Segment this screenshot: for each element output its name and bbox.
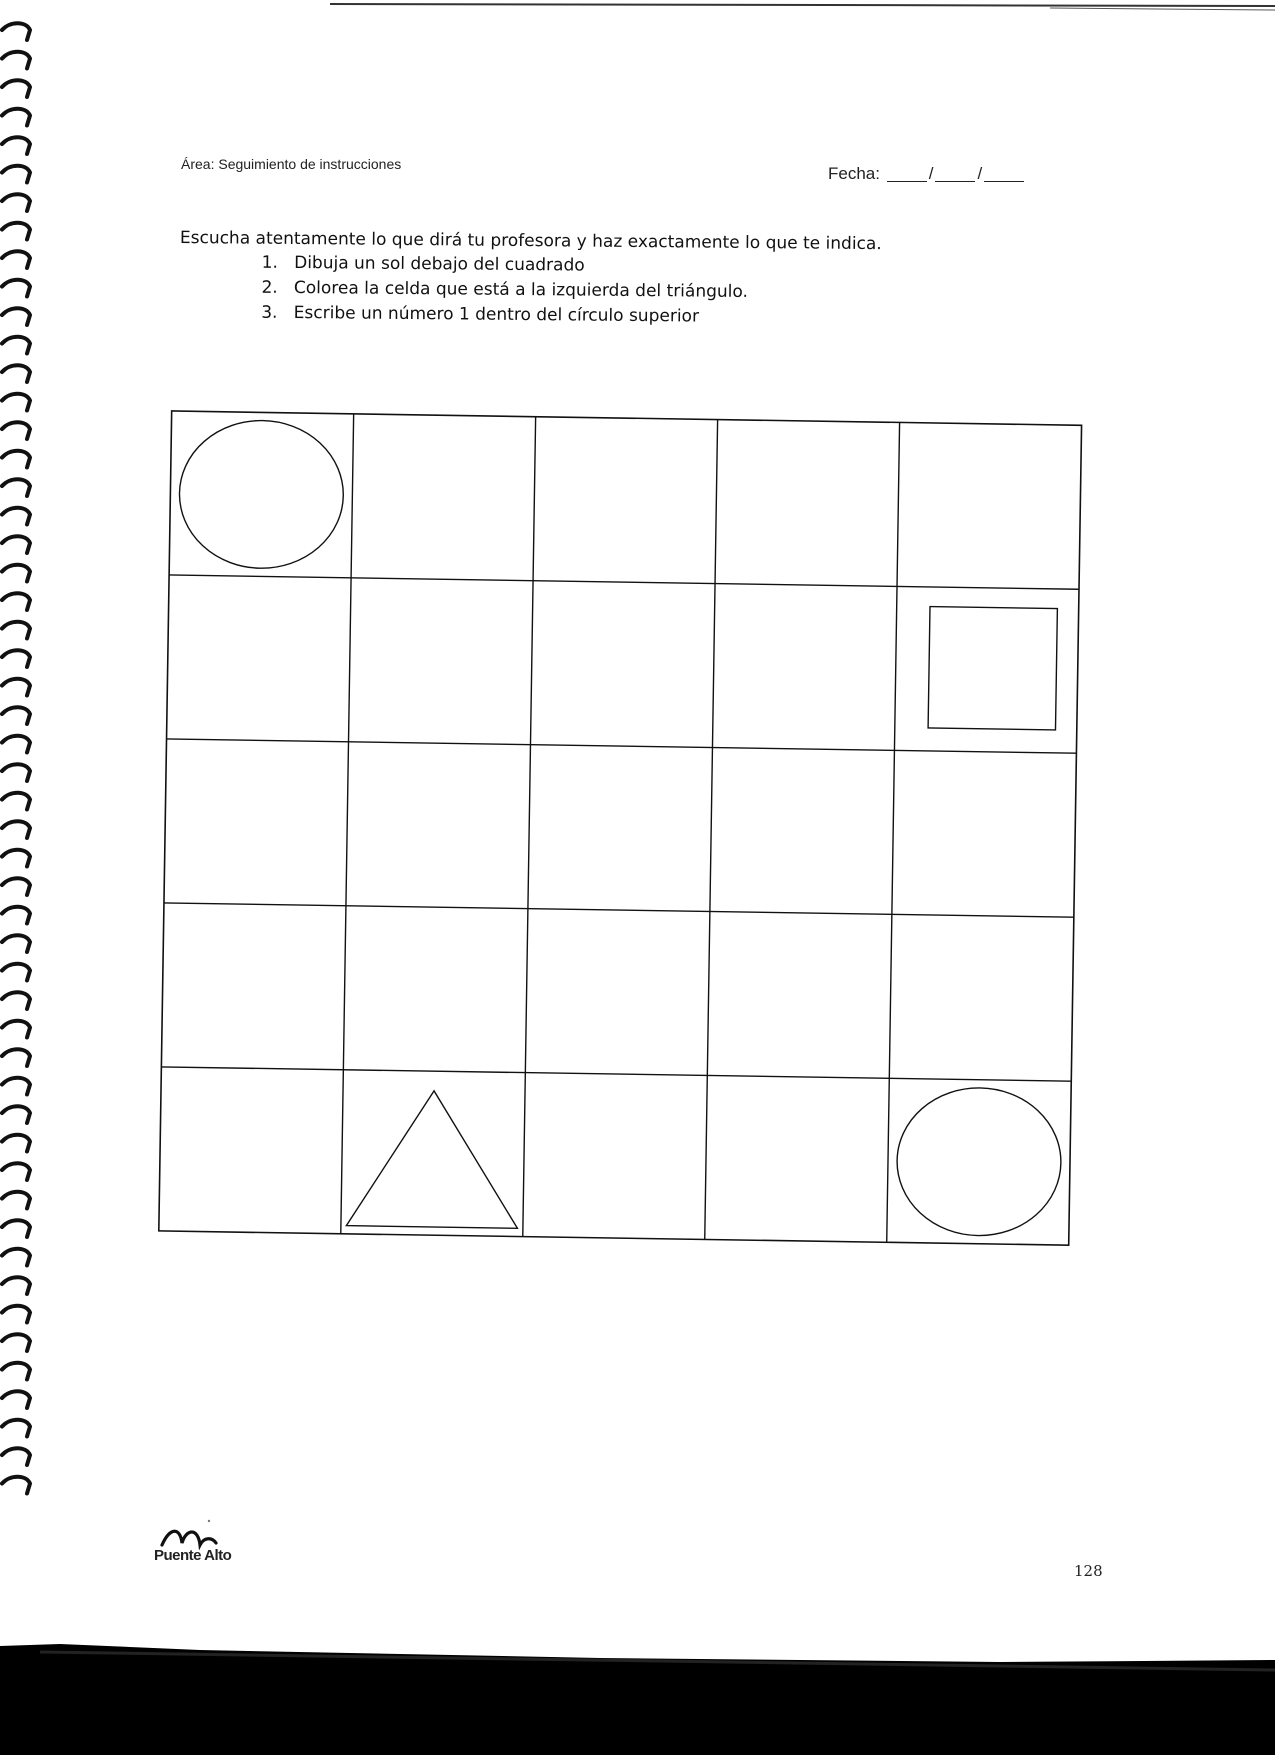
spiral-loop: [2, 536, 30, 553]
spiral-loop: [2, 52, 30, 69]
grid-cell[interactable]: [164, 739, 349, 906]
area-label: Área: Seguimiento de instrucciones: [181, 156, 402, 172]
spiral-loop: [2, 451, 30, 468]
spiral-loop: [2, 109, 30, 126]
instruction-text: Dibuja un sol debajo del cuadrado: [294, 252, 585, 276]
date-separator: /: [977, 164, 983, 183]
spiral-loop: [2, 964, 30, 981]
page-number: 128: [1074, 1562, 1103, 1580]
date-label: Fecha:: [828, 164, 880, 183]
grid-cell[interactable]: [712, 584, 897, 751]
instruction-text: Escribe un número 1 dentro del círculo superior: [293, 302, 700, 327]
spiral-loop: [2, 736, 30, 753]
date-year-blank[interactable]: [984, 180, 1024, 182]
page-top-edge: [330, 0, 1275, 12]
spiral-loop: [2, 1021, 30, 1038]
spiral-loop: [2, 280, 30, 297]
spiral-loops: [2, 23, 30, 1493]
spiral-loop: [2, 1391, 30, 1408]
grid-cell[interactable]: [343, 906, 528, 1073]
grid-cell[interactable]: [167, 575, 352, 742]
grid-cell[interactable]: [523, 1073, 708, 1240]
spiral-loop: [2, 166, 30, 183]
grid-cell[interactable]: [887, 1078, 1072, 1245]
instructions-block: [179, 228, 1080, 335]
worksheet-grid: [140, 410, 1090, 1270]
spiral-loop: [2, 1192, 30, 1209]
date-separator: /: [928, 164, 934, 183]
grid-cell[interactable]: [889, 914, 1074, 1081]
grid-cell[interactable]: [892, 750, 1077, 917]
grid-cell[interactable]: [351, 414, 536, 581]
spiral-loop: [2, 1277, 30, 1294]
spiral-loop: [2, 821, 30, 838]
date-day-blank[interactable]: [887, 180, 927, 182]
grid-cell[interactable]: [346, 742, 531, 909]
grid-cell[interactable]: [705, 1075, 890, 1242]
spiral-loop: [2, 1306, 30, 1323]
spiral-loop: [2, 1448, 30, 1465]
spiral-loop: [2, 80, 30, 97]
instruction-number: 2.: [261, 277, 278, 298]
spiral-loop: [2, 479, 30, 496]
spiral-loop: [2, 1363, 30, 1380]
grid-cell[interactable]: [525, 909, 710, 1076]
grid-cell[interactable]: [715, 420, 900, 587]
logo-text: Puente Alto: [154, 1547, 232, 1564]
date-month-blank[interactable]: [935, 180, 975, 182]
spiral-loop: [2, 223, 30, 240]
spiral-loop: [2, 907, 30, 924]
scan-bottom-band: [0, 1640, 1275, 1755]
spiral-loop: [2, 707, 30, 724]
spiral-loop: [2, 622, 30, 639]
spiral-loop: [2, 878, 30, 895]
spiral-loop: [2, 650, 30, 667]
spiral-loop: [2, 1049, 30, 1066]
grid-cell[interactable]: [530, 581, 715, 748]
grid-cell[interactable]: [533, 417, 718, 584]
spiral-loop: [2, 251, 30, 268]
spiral-loop: [2, 508, 30, 525]
grid-cell[interactable]: [341, 1070, 526, 1237]
instruction-text: Colorea la celda que está a la izquierda del triángulo.: [293, 277, 749, 302]
spiral-loop: [2, 1163, 30, 1180]
spiral-loop: [2, 1420, 30, 1437]
spiral-loop: [2, 137, 30, 154]
spiral-loop: [2, 337, 30, 354]
spiral-loop: [2, 764, 30, 781]
grid-cell[interactable]: [707, 911, 892, 1078]
spiral-loop: [2, 1249, 30, 1266]
grid-cell[interactable]: [897, 422, 1082, 589]
grid-cell[interactable]: [159, 1067, 344, 1234]
spiral-loop: [2, 593, 30, 610]
instructions-list: [179, 252, 1080, 330]
spiral-loop: [2, 850, 30, 867]
spiral-binding: [0, 0, 40, 1500]
grid-cell[interactable]: [169, 411, 354, 578]
spiral-loop: [2, 565, 30, 582]
instruction-number: 1.: [261, 252, 279, 273]
instruction-item: [251, 278, 1079, 305]
instructions-intro: Escucha atentamente lo que dirá tu profesora y haz exactamente lo que te indica.: [179, 228, 882, 255]
spiral-loop: [2, 308, 30, 325]
grid-cell[interactable]: [710, 748, 895, 915]
spiral-loop: [2, 23, 30, 40]
spiral-loop: [2, 793, 30, 810]
spiral-loop: [2, 422, 30, 439]
grid-cell[interactable]: [161, 903, 346, 1070]
spiral-loop: [2, 394, 30, 411]
date-field: [828, 164, 1026, 184]
spiral-loop: [2, 935, 30, 952]
instruction-number: 3.: [261, 302, 278, 323]
spiral-loop: [2, 1334, 30, 1351]
spiral-loop: [2, 1477, 30, 1494]
grid-cells: [159, 411, 1082, 1245]
spiral-loop: [2, 194, 30, 211]
instruction-item: [252, 253, 1080, 280]
spiral-loop: [2, 365, 30, 382]
grid-cell[interactable]: [528, 745, 713, 912]
grid-cell[interactable]: [349, 578, 534, 745]
instruction-item: [251, 303, 1079, 330]
spiral-loop: [2, 1078, 30, 1095]
spiral-loop: [2, 679, 30, 696]
spiral-loop: [2, 1135, 30, 1152]
spiral-loop: [2, 1106, 30, 1123]
spiral-loop: [2, 1220, 30, 1237]
spiral-loop: [2, 992, 30, 1009]
